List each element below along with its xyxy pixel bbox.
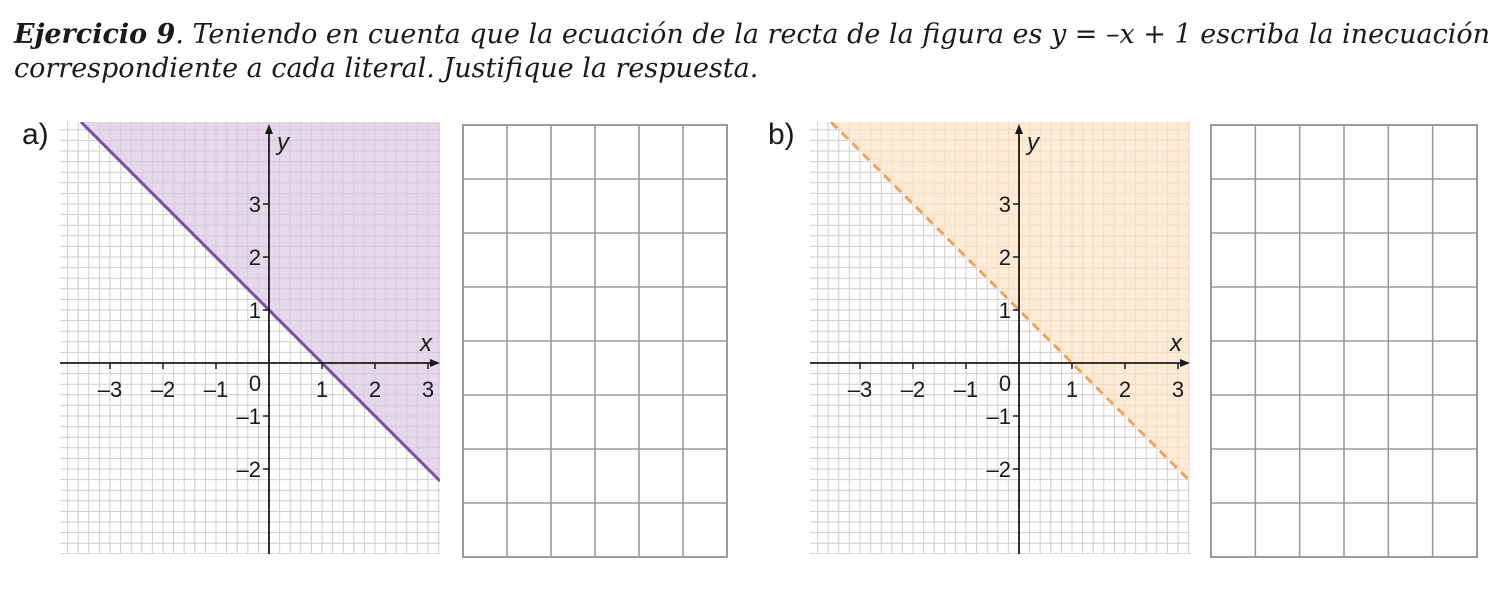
graph-b-y-tick-label: –2 bbox=[986, 457, 1011, 482]
statement-part-1: . Teniendo en cuenta que la ecuación de la recta de la figura es bbox=[175, 19, 1051, 50]
part-a-label: a) bbox=[22, 118, 49, 151]
graph-b-y-tick-label: 1 bbox=[998, 298, 1011, 323]
graph-b-y-axis-label: y bbox=[1027, 129, 1039, 156]
line-equation: y = –x + 1 bbox=[1050, 19, 1192, 50]
exercise-number: Ejercicio 9 bbox=[14, 19, 176, 50]
graph-a-x-tick-label: –2 bbox=[150, 377, 176, 402]
graph-b-x-tick-label: 1 bbox=[1065, 377, 1079, 402]
graph-b-x-tick-label: –1 bbox=[953, 377, 979, 402]
part-b-label: b) bbox=[768, 118, 795, 151]
graph-a-x-tick-label: 3 bbox=[421, 377, 435, 402]
graph-a-y-tick-label: 2 bbox=[248, 245, 261, 270]
graph-b bbox=[810, 122, 1190, 554]
graph-b-y-tick-label: 3 bbox=[998, 192, 1011, 217]
graph-a-x-axis-label: x bbox=[420, 330, 432, 357]
graph-a-origin-label: 0 bbox=[248, 371, 262, 396]
graph-b-y-tick-label: –1 bbox=[986, 404, 1011, 429]
answer-grid-b[interactable] bbox=[1210, 124, 1478, 558]
graph-b-x-tick-label: –2 bbox=[900, 377, 926, 402]
graph-a-y-tick-label: –2 bbox=[236, 457, 261, 482]
graph-a bbox=[60, 122, 440, 554]
graph-b-y-tick-label: 2 bbox=[998, 245, 1011, 270]
graph-b-origin-label: 0 bbox=[998, 371, 1012, 396]
graph-b-x-axis-label: x bbox=[1170, 330, 1182, 357]
graph-b-x-tick-label: 3 bbox=[1171, 377, 1185, 402]
graph-a-x-tick-label: –3 bbox=[97, 377, 123, 402]
graph-a-y-axis-label: y bbox=[277, 129, 289, 156]
graph-a-x-tick-label: 1 bbox=[315, 377, 329, 402]
graph-b-x-tick-label: –3 bbox=[847, 377, 873, 402]
statement-line-2: correspondiente a cada literal. Justifique la respuesta. bbox=[14, 53, 759, 84]
graph-a-x-tick-label: –1 bbox=[203, 377, 229, 402]
answer-grid-a[interactable] bbox=[462, 124, 728, 558]
graph-a-y-tick-label: –1 bbox=[236, 404, 261, 429]
exercise-statement bbox=[14, 18, 1494, 86]
graph-a-y-tick-label: 1 bbox=[248, 298, 261, 323]
graph-a-y-tick-label: 3 bbox=[248, 192, 261, 217]
statement-part-2: escriba la inecuación bbox=[1191, 19, 1491, 50]
graph-a-x-tick-label: 2 bbox=[368, 377, 382, 402]
graph-b-x-tick-label: 2 bbox=[1118, 377, 1132, 402]
